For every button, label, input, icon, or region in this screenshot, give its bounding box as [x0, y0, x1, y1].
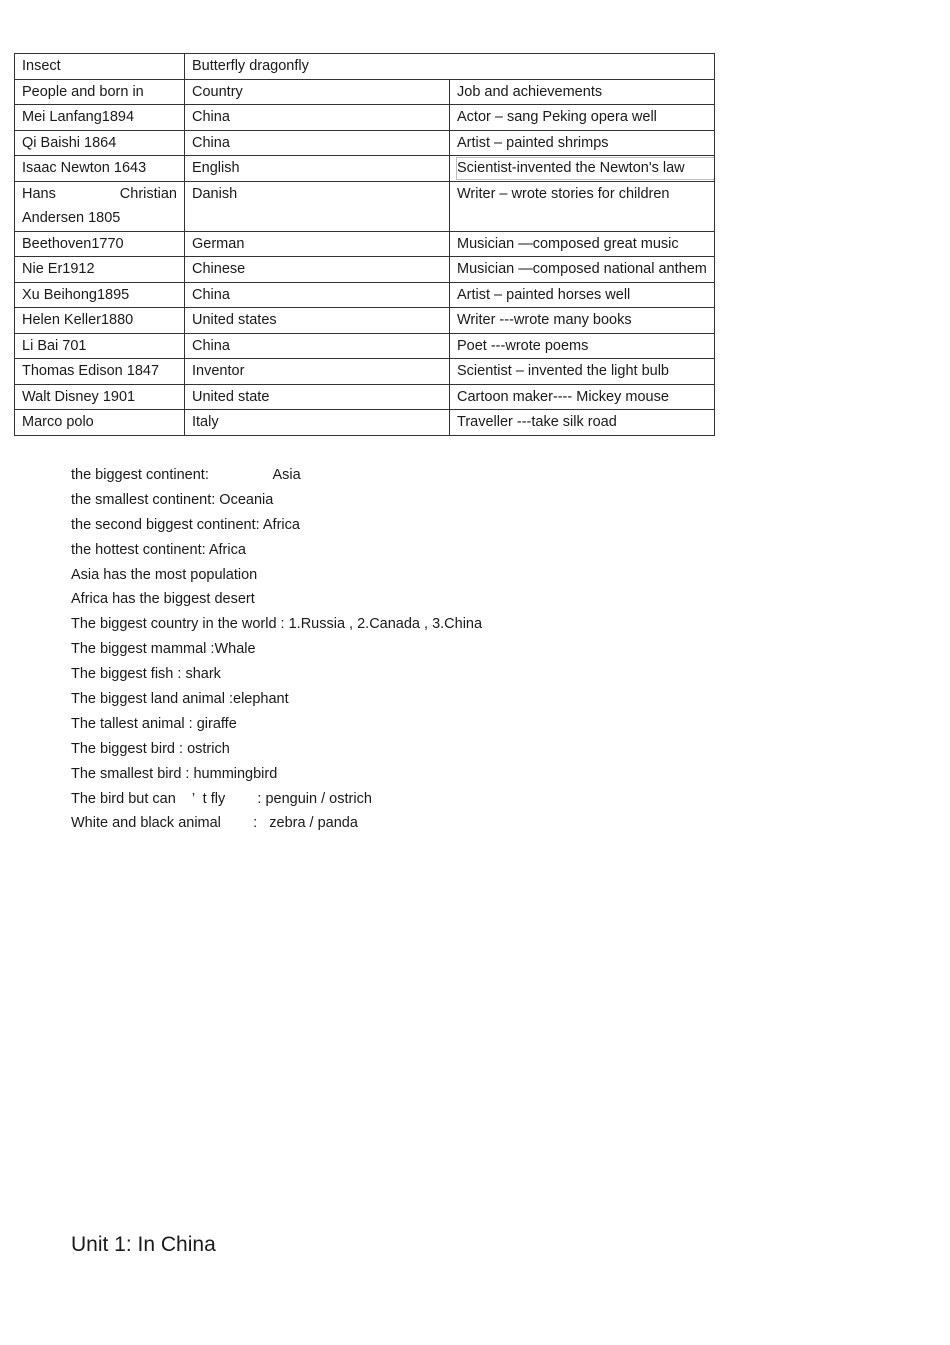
person-job: Writer ---wrote many books — [450, 308, 715, 334]
person-job: Traveller ---take silk road — [450, 410, 715, 436]
person-name: Mei Lanfang1894 — [15, 105, 185, 131]
table-row — [15, 231, 715, 257]
table-row — [15, 156, 715, 182]
person-name-cell — [15, 181, 185, 231]
table-row — [15, 333, 715, 359]
fact-item: The bird but can ’ t fly : penguin / ostrich — [71, 790, 372, 807]
person-job: Artist – painted horses well — [450, 282, 715, 308]
person-name: Nie Er1912 — [15, 257, 185, 283]
person-name: Li Bai 701 — [15, 333, 185, 359]
insect-label: Insect — [15, 54, 185, 80]
table-row — [15, 384, 715, 410]
fact-item: The biggest land animal :elephant — [71, 691, 289, 708]
person-name: Xu Beihong1895 — [15, 282, 185, 308]
person-job: Cartoon maker---- Mickey mouse — [450, 384, 715, 410]
fact-item: The smallest bird : hummingbird — [71, 765, 278, 782]
fact-item: White and black animal : zebra / panda — [71, 815, 358, 832]
fact-item: the hottest continent: Africa — [71, 541, 246, 558]
table-row — [15, 181, 715, 231]
table-header-row — [15, 79, 715, 105]
fact-item: The biggest bird : ostrich — [71, 740, 230, 757]
fact-item: the second biggest continent: Africa — [71, 516, 300, 533]
fact-item: The biggest mammal :Whale — [71, 641, 256, 658]
person-country: Italy — [185, 410, 450, 436]
person-country: China — [185, 130, 450, 156]
person-job: Writer – wrote stories for children — [450, 181, 715, 231]
person-job: Actor – sang Peking opera well — [450, 105, 715, 131]
table-row — [15, 105, 715, 131]
person-name-part: Christian — [119, 185, 177, 202]
header-name: People and born in — [15, 79, 185, 105]
person-country: German — [185, 231, 450, 257]
person-name: Marco polo — [15, 410, 185, 436]
facts-list — [71, 463, 482, 836]
person-job: Musician —composed great music — [450, 231, 715, 257]
table-row-insect — [15, 54, 715, 80]
person-job: Scientist-invented the Newton's law — [456, 157, 715, 180]
fact-item: Asia has the most population — [71, 566, 258, 583]
person-country: China — [185, 333, 450, 359]
person-name-part: Hans — [22, 185, 56, 202]
person-job: Poet ---wrote poems — [450, 333, 715, 359]
fact-item: the smallest continent: Oceania — [71, 491, 274, 508]
table-row — [15, 410, 715, 436]
fact-item: The biggest fish : shark — [71, 666, 221, 683]
insect-value: Butterfly dragonfly — [185, 54, 715, 80]
fact-item: the biggest continent: Asia — [71, 467, 301, 483]
table-row — [15, 257, 715, 283]
person-job-cell — [450, 156, 715, 182]
person-name: Thomas Edison 1847 — [15, 359, 185, 385]
person-country: Danish — [185, 181, 450, 231]
table-row — [15, 282, 715, 308]
person-name: Helen Keller1880 — [15, 308, 185, 334]
table-row — [15, 130, 715, 156]
person-name: Qi Baishi 1864 — [15, 130, 185, 156]
fact-item: Africa has the biggest desert — [71, 591, 255, 608]
fact-item: The biggest country in the world : 1.Russia , 2.Canada , 3.China — [71, 616, 483, 633]
person-country: Chinese — [185, 257, 450, 283]
person-job: Scientist – invented the light bulb — [450, 359, 715, 385]
fact-item: The tallest animal : giraffe — [71, 715, 237, 732]
person-name: Isaac Newton 1643 — [15, 156, 185, 182]
person-name: Beethoven1770 — [15, 231, 185, 257]
unit-title: Unit 1: In China — [71, 1233, 216, 1256]
person-name: Walt Disney 1901 — [15, 384, 185, 410]
person-country: China — [185, 282, 450, 308]
table-row — [15, 359, 715, 385]
person-name-part: Andersen 1805 — [22, 209, 121, 226]
person-country: Inventor — [185, 359, 450, 385]
person-job: Musician —composed national anthem — [450, 257, 715, 283]
famous-people-table — [14, 53, 715, 436]
person-country: United state — [185, 384, 450, 410]
table-row — [15, 308, 715, 334]
person-name-line — [22, 182, 177, 206]
person-job: Artist – painted shrimps — [450, 130, 715, 156]
person-country: English — [185, 156, 450, 182]
header-job: Job and achievements — [450, 79, 715, 105]
person-country: United states — [185, 308, 450, 334]
person-country: China — [185, 105, 450, 131]
header-country: Country — [185, 79, 450, 105]
